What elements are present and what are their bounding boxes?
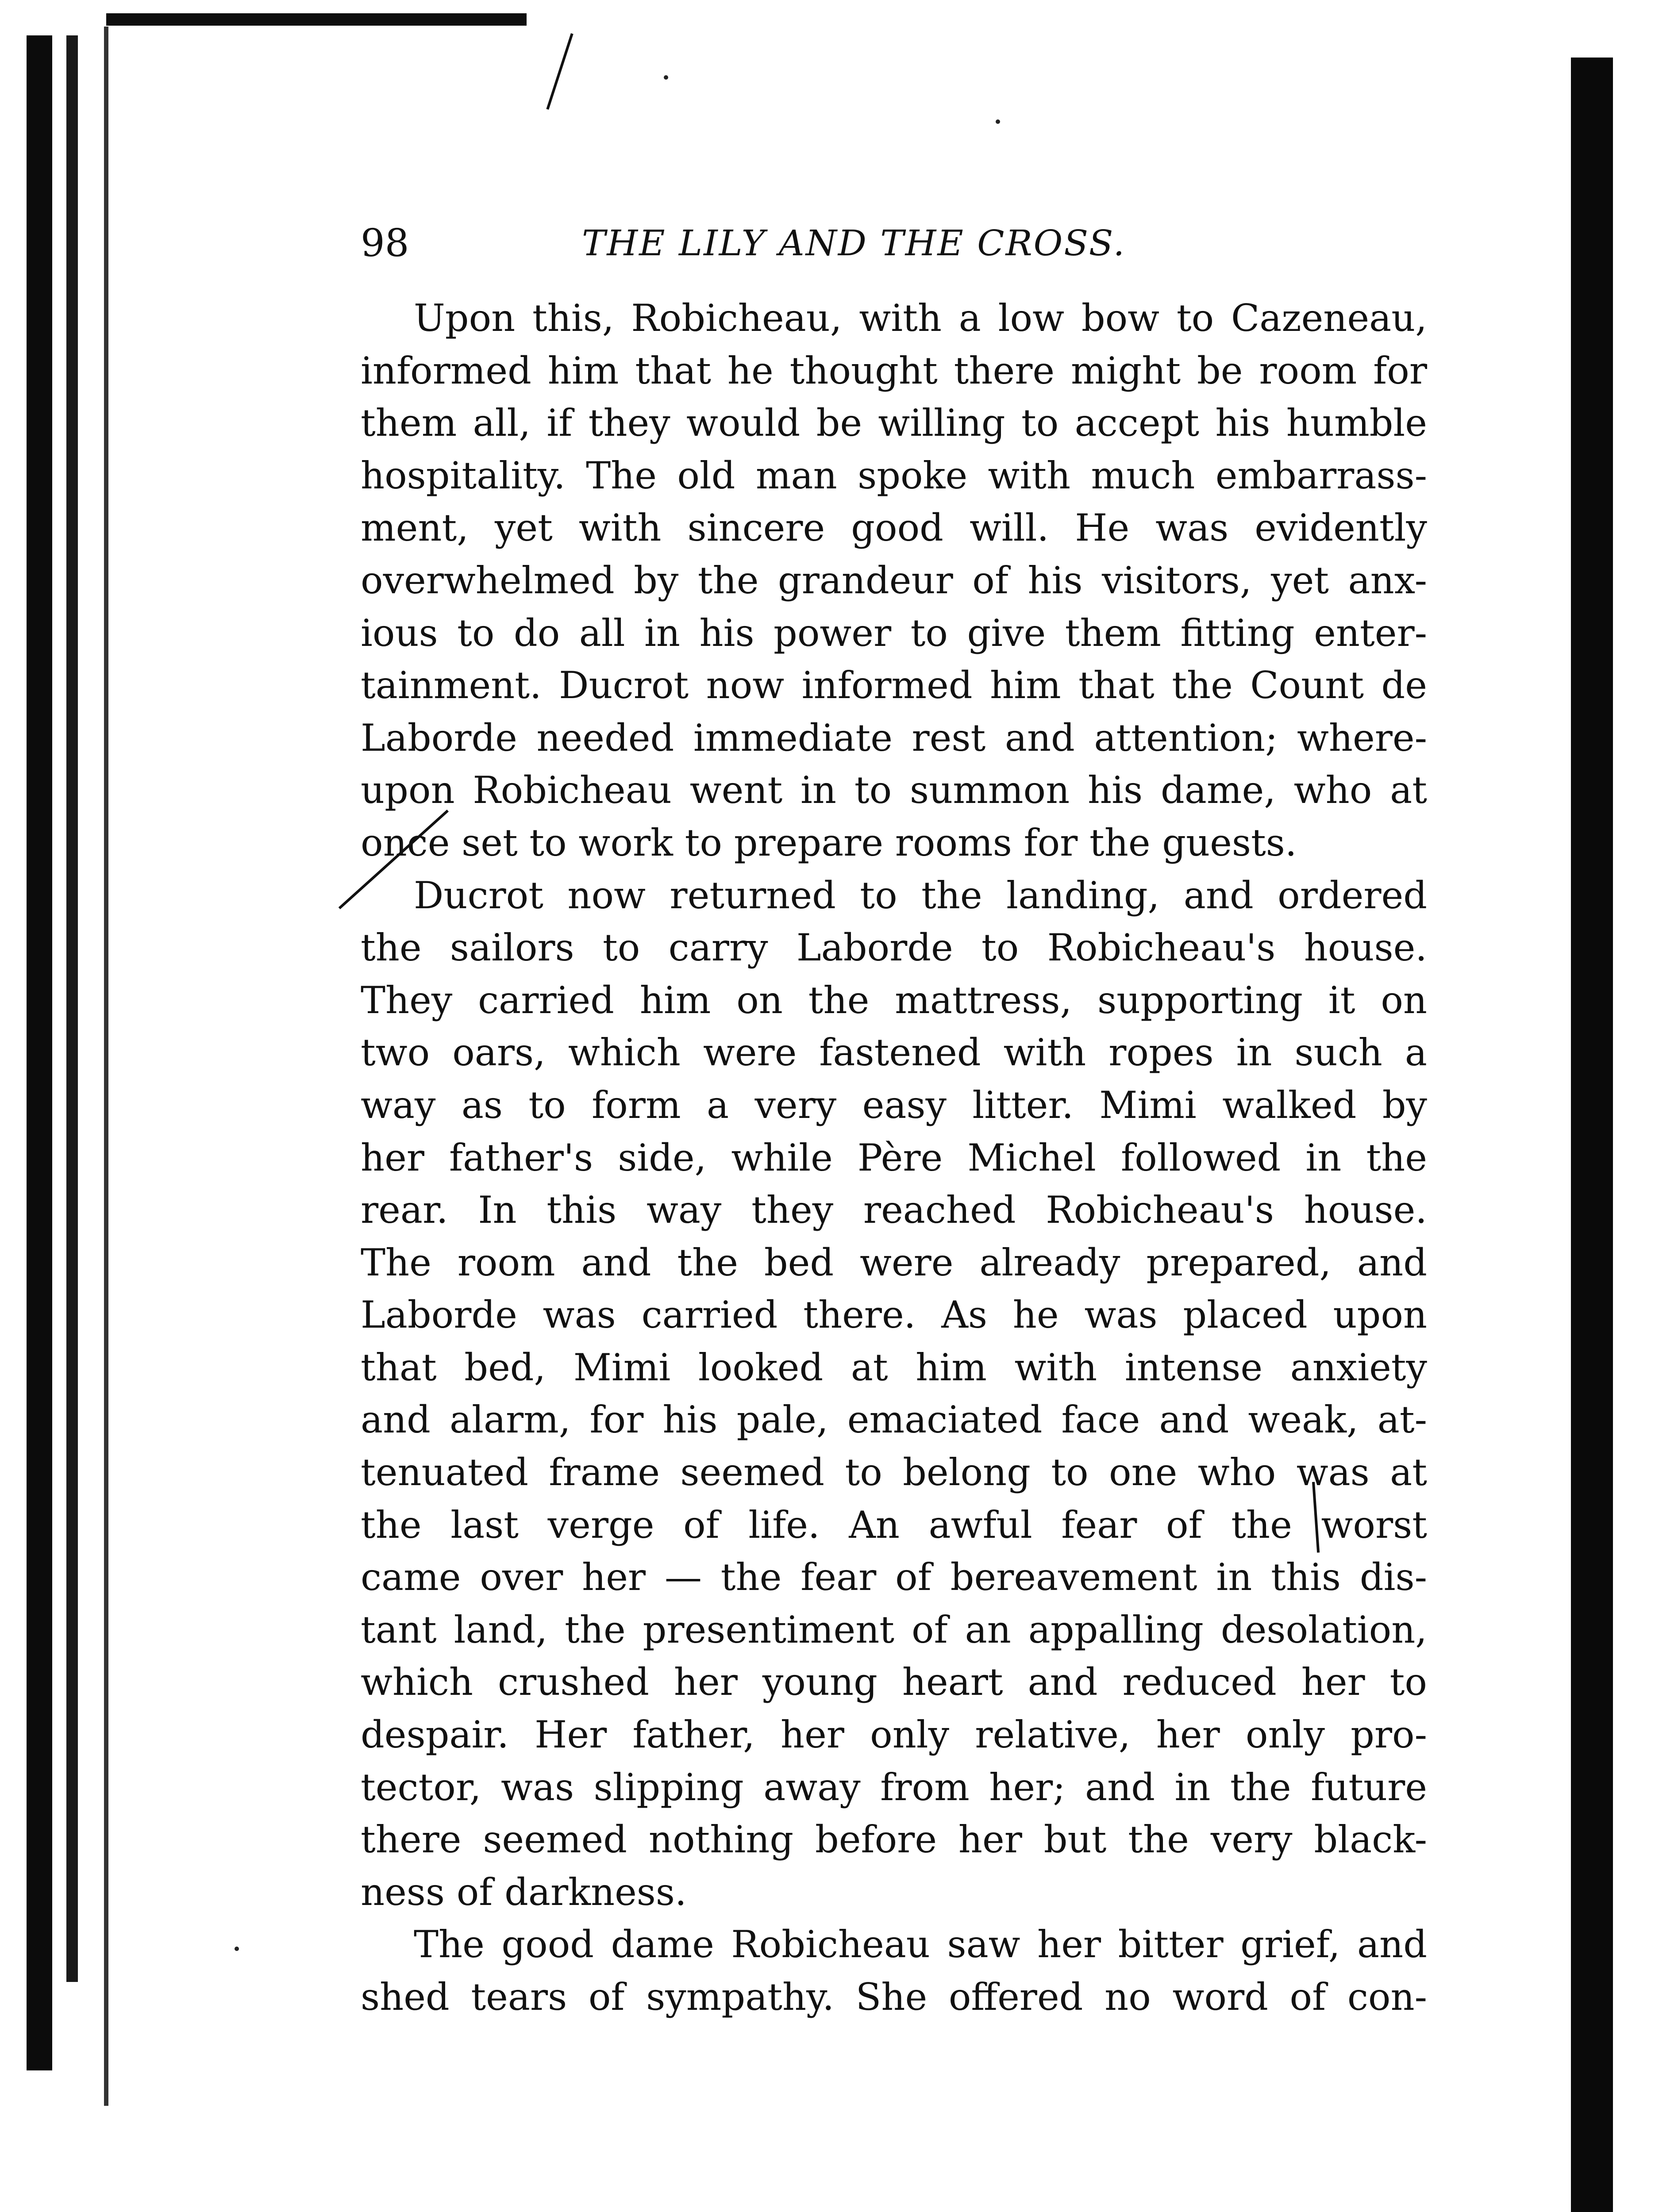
- text-line: way as to form a very easy litter. Mimi walked by: [361, 1083, 1427, 1127]
- scan-edge-left-inner: [66, 35, 78, 1982]
- text-line: which crushed her young heart and reduced her to: [361, 1660, 1427, 1704]
- text-line: The good dame Robicheau saw her bitter grief, and: [414, 1923, 1427, 1966]
- text-line: ious to do all in his power to give them fitting enter-: [361, 611, 1427, 655]
- page-number: 98: [361, 221, 409, 265]
- text-line: rear. In this way they reached Robicheau's house.: [361, 1188, 1427, 1232]
- paragraph: [361, 292, 1427, 869]
- speck: [996, 119, 1000, 124]
- text-line: informed him that he thought there might be room for: [361, 349, 1427, 392]
- text-line: ness of darkness.: [361, 1870, 687, 1914]
- pencil-mark: [546, 33, 573, 110]
- text-line: They carried him on the mattress, supporting it on: [361, 978, 1427, 1022]
- text-line: her father's side, while Père Michel followed in the: [361, 1136, 1427, 1179]
- scan-edge-left-line: [104, 27, 108, 2106]
- text-line: them all, if they would be willing to accept his humble: [361, 401, 1427, 445]
- speck: [235, 1947, 239, 1951]
- text-line: came over her — the fear of bereavement in this dis-: [361, 1555, 1427, 1599]
- scan-edge-left: [27, 35, 52, 2070]
- text-line: despair. Her father, her only relative, her only pro-: [361, 1713, 1427, 1757]
- text-line: hospitality. The old man spoke with much embarrass-: [361, 453, 1427, 497]
- text-line: two oars, which were fastened with ropes in such a: [361, 1031, 1427, 1075]
- speck: [664, 75, 668, 80]
- text-line: upon Robicheau went in to summon his dame, who at: [361, 768, 1427, 812]
- paragraph: [361, 1918, 1427, 2023]
- text-line: tant land, the presentiment of an appalling desolation,: [361, 1608, 1427, 1651]
- running-title: THE LILY AND THE CROSS.: [582, 223, 1126, 264]
- text-line: and alarm, for his pale, emaciated face and weak, at-: [361, 1398, 1427, 1442]
- text-line: ment, yet with sincere good will. He was evidently: [361, 506, 1427, 550]
- text-line: Laborde needed immediate rest and attention; where-: [361, 716, 1427, 760]
- text-line: the sailors to carry Laborde to Robicheau's house.: [361, 926, 1427, 970]
- text-line: The room and the bed were already prepared, and: [361, 1240, 1427, 1284]
- scan-edge-right: [1571, 58, 1613, 2212]
- text-line: shed tears of sympathy. She offered no word of con-: [361, 1975, 1427, 2019]
- scan-edge-top: [106, 13, 527, 26]
- running-head: [361, 212, 1427, 274]
- text-line: Upon this, Robicheau, with a low bow to Cazeneau,: [414, 296, 1427, 340]
- text-line: that bed, Mimi looked at him with intense anxiety: [361, 1345, 1427, 1389]
- text-line: Ducrot now returned to the landing, and ordered: [414, 873, 1427, 917]
- text-line: once set to work to prepare rooms for the guests.: [361, 821, 1297, 864]
- text-line: tainment. Ducrot now informed him that the Count de: [361, 664, 1427, 707]
- body-text: [361, 292, 1427, 2024]
- text-line: the last verge of life. An awful fear of the worst: [361, 1503, 1427, 1547]
- text-line: tector, was slipping away from her; and in the future: [361, 1765, 1427, 1809]
- text-line: there seemed nothing before her but the very black-: [361, 1818, 1427, 1862]
- paragraph: [361, 869, 1427, 1919]
- text-line: overwhelmed by the grandeur of his visitors, yet anx-: [361, 558, 1427, 602]
- text-line: Laborde was carried there. As he was placed upon: [361, 1293, 1427, 1337]
- text-line: tenuated frame seemed to belong to one who was at: [361, 1451, 1427, 1494]
